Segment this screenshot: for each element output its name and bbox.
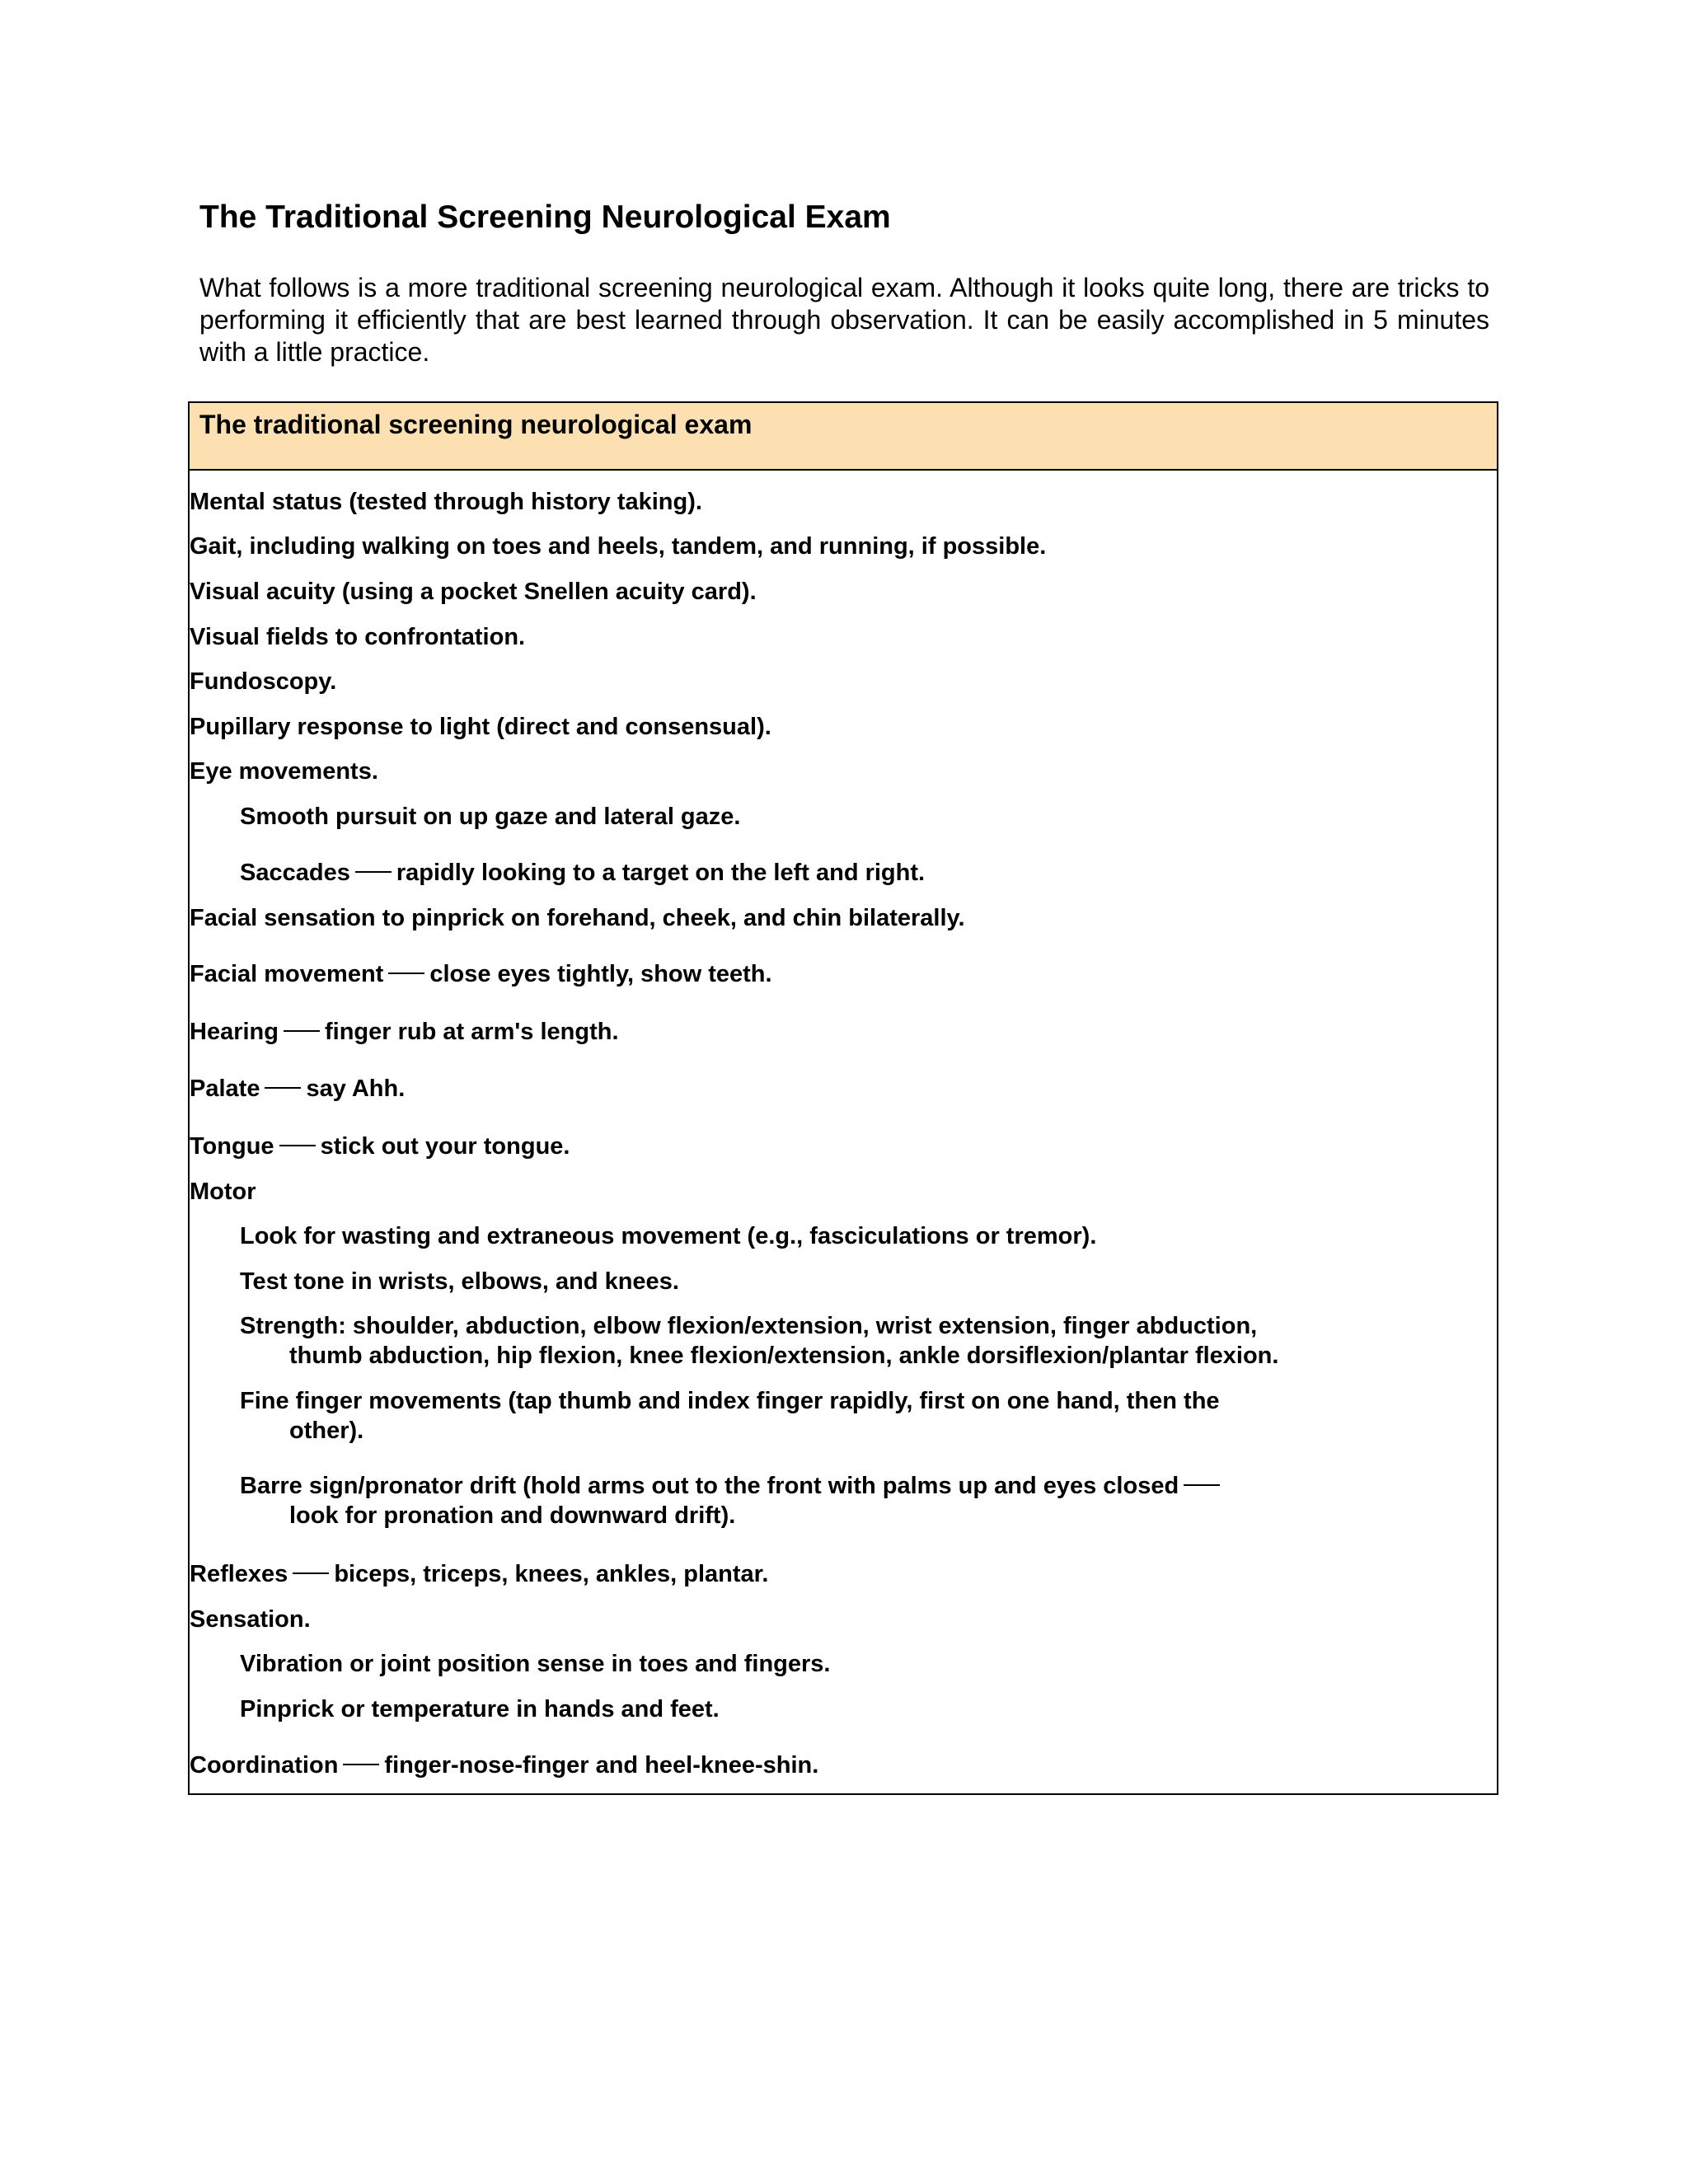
dash-divider bbox=[279, 1145, 316, 1146]
dash-divider bbox=[293, 1572, 329, 1574]
item-tongue bbox=[190, 1132, 570, 1161]
barre-line-1: Barre sign/pronator drift (hold arms out to the front with palms up and eyes closed bbox=[240, 1473, 1179, 1499]
item-tone: Test tone in wrists, elbows, and knees. bbox=[240, 1268, 679, 1295]
item-eye-movements: Eye movements. bbox=[190, 758, 378, 785]
item-pupillary-response: Pupillary response to light (direct and consensual). bbox=[190, 714, 771, 740]
reflexes-text: biceps, triceps, knees, ankles, plantar. bbox=[334, 1561, 769, 1587]
dash-divider bbox=[343, 1764, 379, 1765]
item-gait: Gait, including walking on toes and heels, tandem, and running, if possible. bbox=[190, 533, 1047, 560]
item-fundoscopy: Fundoscopy. bbox=[190, 668, 337, 695]
saccades-label: Saccades bbox=[240, 860, 350, 886]
item-motor: Motor bbox=[190, 1179, 256, 1205]
exam-table bbox=[188, 401, 1498, 1795]
item-sensation: Sensation. bbox=[190, 1606, 311, 1633]
item-pinprick: Pinprick or temperature in hands and feet. bbox=[240, 1696, 720, 1722]
coordination-text: finger-nose-finger and heel-knee-shin. bbox=[384, 1752, 819, 1779]
tongue-text: stick out your tongue. bbox=[320, 1133, 570, 1160]
item-strength bbox=[240, 1311, 1278, 1371]
dash-divider bbox=[284, 1030, 320, 1032]
table-title: The traditional screening neurological exam bbox=[199, 410, 753, 439]
item-coordination bbox=[190, 1750, 818, 1780]
dash-divider bbox=[265, 1087, 301, 1089]
item-palate bbox=[190, 1074, 405, 1104]
item-saccades bbox=[240, 858, 925, 888]
strength-line-2: thumb abduction, hip flexion, knee flexion/extension, ankle dorsiflexion/plantar flexion. bbox=[289, 1343, 1279, 1369]
item-visual-fields: Visual fields to confrontation. bbox=[190, 624, 526, 650]
item-barre-sign bbox=[240, 1471, 1225, 1530]
strength-line-1: Strength: shoulder, abduction, elbow flexion/extension, wrist extension, finger abduction, bbox=[240, 1313, 1258, 1339]
item-hearing bbox=[190, 1017, 619, 1047]
intro-paragraph: What follows is a more traditional screening neurological exam. Although it looks quite long, there are tricks to performing it efficiently that are best learned through observation. It can be easily accomplished in 5 minutes with a little practice. bbox=[199, 273, 1489, 367]
item-reflexes bbox=[190, 1559, 768, 1589]
barre-line-2: look for pronation and downward drift). bbox=[289, 1502, 736, 1529]
hearing-label: Hearing bbox=[190, 1019, 279, 1045]
item-facial-sensation: Facial sensation to pinprick on forehand, cheek, and chin bilaterally. bbox=[190, 905, 965, 931]
reflexes-label: Reflexes bbox=[190, 1561, 288, 1587]
item-mental-status: Mental status (tested through history taking). bbox=[190, 489, 702, 515]
dash-divider bbox=[355, 871, 392, 873]
tongue-label: Tongue bbox=[190, 1133, 274, 1160]
facial-movement-label: Facial movement bbox=[190, 961, 384, 987]
item-facial-movement bbox=[190, 959, 772, 989]
hearing-text: finger rub at arm's length. bbox=[324, 1019, 619, 1045]
palate-label: Palate bbox=[190, 1076, 260, 1102]
table-header bbox=[190, 403, 1497, 471]
item-fine-finger bbox=[240, 1386, 1220, 1446]
dash-divider bbox=[388, 972, 424, 974]
facial-movement-text: close eyes tightly, show teeth. bbox=[429, 961, 772, 987]
coordination-label: Coordination bbox=[190, 1752, 339, 1779]
item-vibration: Vibration or joint position sense in toes and fingers. bbox=[240, 1651, 831, 1677]
item-visual-acuity: Visual acuity (using a pocket Snellen acuity card). bbox=[190, 579, 757, 605]
item-wasting: Look for wasting and extraneous movement (e.g., fasciculations or tremor). bbox=[240, 1223, 1097, 1249]
saccades-text: rapidly looking to a target on the left and right. bbox=[396, 860, 926, 886]
dash-divider bbox=[1184, 1484, 1220, 1486]
fine-finger-line-1: Fine finger movements (tap thumb and index finger rapidly, first on one hand, then the bbox=[240, 1388, 1220, 1414]
item-smooth-pursuit: Smooth pursuit on up gaze and lateral gaze. bbox=[240, 804, 741, 830]
palate-text: say Ahh. bbox=[306, 1076, 406, 1102]
page-title: The Traditional Screening Neurological Exam bbox=[199, 199, 891, 235]
fine-finger-line-2: other). bbox=[289, 1418, 364, 1444]
